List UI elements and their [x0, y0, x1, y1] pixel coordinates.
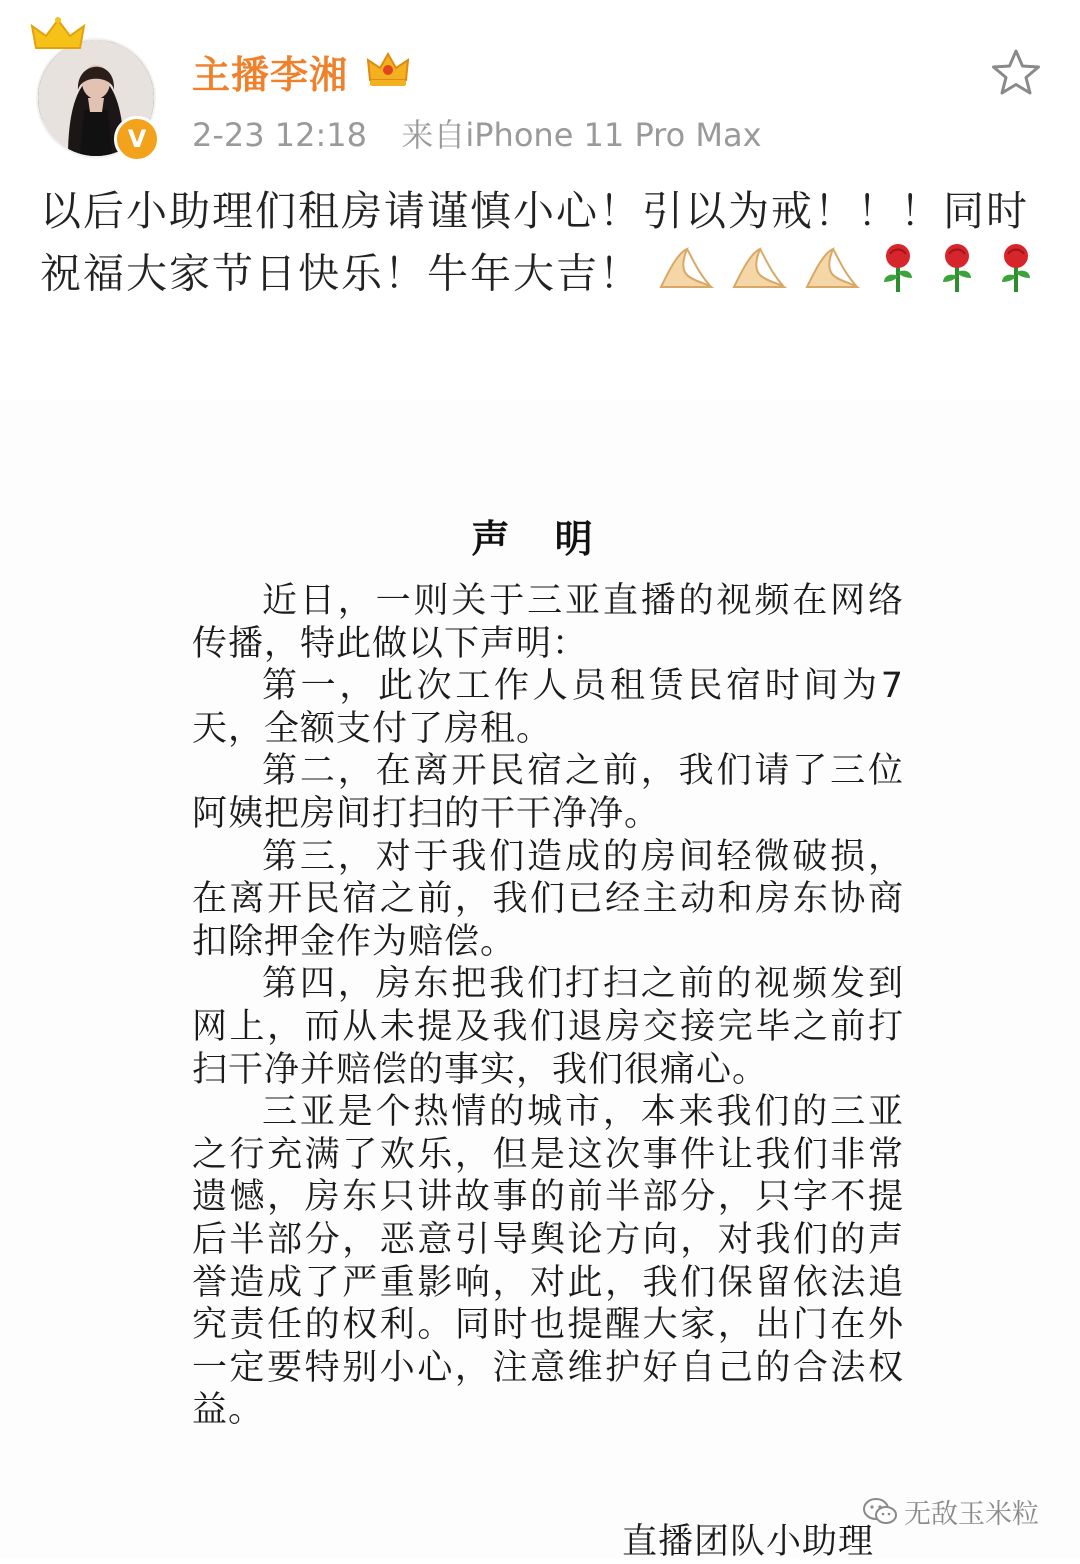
rose-icon	[935, 242, 979, 311]
rose-icon	[876, 242, 920, 311]
member-crown-icon[interactable]	[366, 50, 410, 90]
statement-title: 声 明	[471, 517, 609, 561]
praying-hands-icon	[657, 245, 715, 308]
rose-icon	[994, 242, 1038, 311]
crown-icon	[30, 16, 86, 56]
star-icon[interactable]	[990, 48, 1042, 98]
praying-hands-icon	[730, 245, 788, 308]
statement-paragraph: 第三，对于我们造成的房间轻微破损，在离开民宿之前，我们已经主动和房东协商扣除押金作为赔偿。	[192, 836, 904, 962]
statement-paragraph: 三亚是个热情的城市，本来我们的三亚之行充满了欢乐，但是这次事件让我们非常遗憾，房东只讲故事的前半部分，只字不提后半部分，恶意引导舆论方向，对我们的声誉造成了严重影响，对此，我们保留依法追究责任的权利。同时也提醒大家，出门在外一定要特别小心，注意维护好自己的合法权益。	[192, 1092, 904, 1431]
watermark	[862, 1492, 1039, 1531]
praying-hands-icon	[803, 245, 861, 308]
statement-signature: 直播团队小助理	[622, 1522, 875, 1562]
statement-paragraph: 第四，房东把我们打扫之前的视频发到网上，而从未提及我们退房交接完毕之前打扫干净并赔偿的事实，我们很痛心。	[192, 964, 904, 1090]
post-meta	[192, 110, 762, 156]
timestamp: 2-23 12:18	[192, 116, 368, 154]
post-text-content: 以后小助理们租房请谨慎小心！引以为戒！！！同时祝福大家节日快乐！牛年大吉！	[40, 187, 1029, 298]
statement-paragraph: 第二，在离开民宿之前，我们请了三位阿姨把房间打扫的干干净净。	[192, 751, 904, 834]
statement-paragraph: 第一，此次工作人员租赁民宿时间为7天，全额支付了房租。	[192, 666, 904, 749]
watermark-text: 无敌玉米粒	[904, 1499, 1039, 1530]
statement-body	[192, 580, 904, 1432]
statement-paragraph: 近日，一则关于三亚直播的视频在网络传播，特此做以下声明：	[192, 581, 904, 664]
statement-image[interactable]	[0, 400, 1080, 1562]
post-header	[0, 0, 1080, 160]
avatar-container[interactable]	[36, 38, 156, 158]
verified-badge: V	[114, 116, 160, 162]
username[interactable]: 主播李湘	[192, 53, 349, 97]
post-source: 来自iPhone 11 Pro Max	[401, 116, 762, 154]
post-text	[40, 180, 1040, 311]
